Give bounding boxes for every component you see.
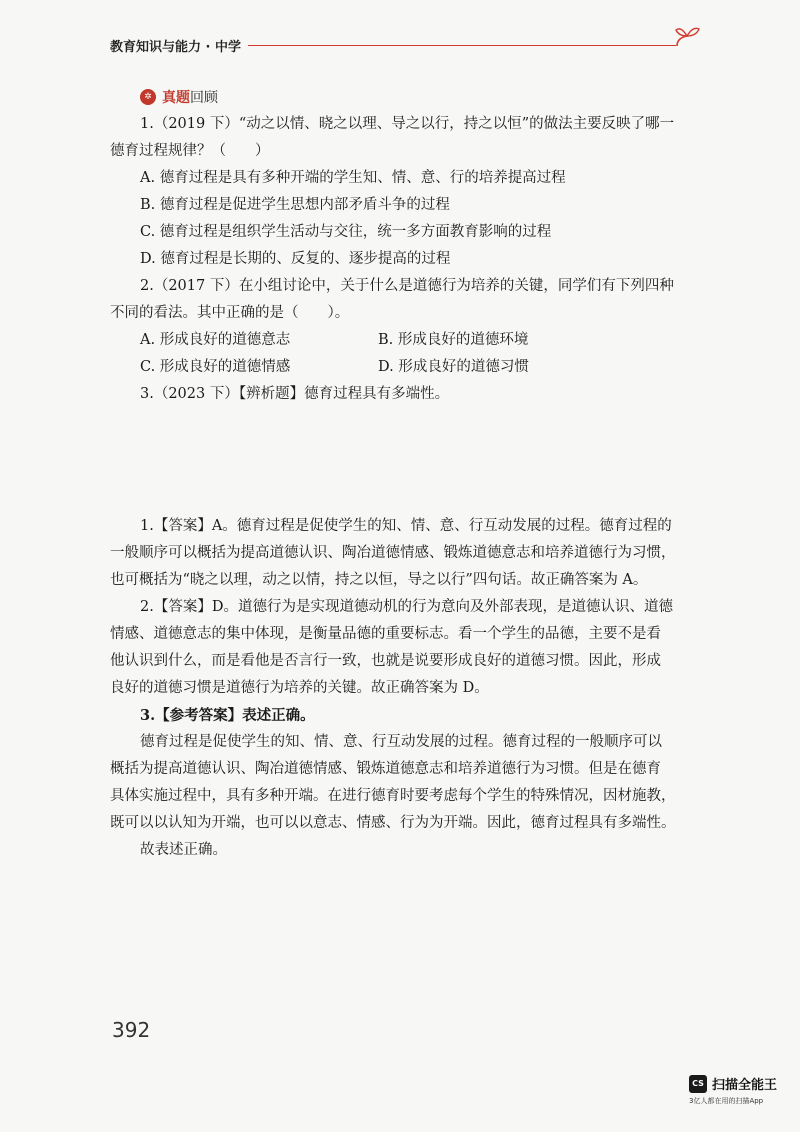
q1-option-d: D. 德育过程是长期的、反复的、逐步提高的过程 [140, 251, 451, 267]
q2-option-c: C. 形成良好的道德情感 [140, 359, 291, 375]
q2-option-d: D. 形成良好的道德习惯 [378, 359, 529, 375]
camscanner-logo-icon: CS [689, 1075, 707, 1093]
answer3-line: 故表述正确。 [140, 842, 227, 858]
q1-stem-cont: 德育过程规律？（ ） [110, 143, 270, 159]
answer2-line: 他认识到什么，而是看他是否言行一致，也就是说要形成良好的道德习惯。因此，形成 [110, 653, 661, 669]
q2-stem: 2.（2017 下）在小组讨论中，关于什么是道德行为培养的关键，同学们有下列四种 [140, 278, 674, 294]
scanner-watermark [689, 1074, 777, 1093]
q1-stem: 1.（2019 下）“动之以情、晓之以理、导之以行，持之以恒”的做法主要反映了哪一 [140, 116, 675, 132]
section-badge-icon: ✲ [140, 89, 156, 105]
watermark-subtitle: 3亿人都在用的扫描App [689, 1097, 764, 1105]
header-rule [248, 45, 676, 46]
q1-option-c: C. 德育过程是组织学生活动与交往，统一多方面教育影响的过程 [140, 224, 552, 240]
page-number: 392 [112, 1018, 151, 1042]
questions-block [110, 111, 710, 408]
answer1-line: 也可概括为“晓之以理，动之以情，持之以恒，导之以行”四句话。故正确答案为 A。 [110, 572, 648, 588]
watermark-name: 扫描全能王 [712, 1078, 778, 1093]
answer2-line: 情感、道德意志的集中体现，是衡量品德的重要标志。看一个学生的品德，主要不是看 [110, 626, 661, 642]
answer3-heading: 3.【参考答案】表述正确。 [140, 707, 315, 724]
answer1-line: 1.【答案】A。德育过程是促使学生的知、情、意、行互动发展的过程。德育过程的 [140, 518, 672, 534]
answer1-line: 一般顺序可以概括为提高道德认识、陶冶道德情感、锻炼道德意志和培养道德行为习惯， [110, 545, 676, 561]
answer3-line: 既可以以认知为开端，也可以以意志、情感、行为为开端。因此，德育过程具有多端性。 [110, 815, 676, 831]
q2-stem-cont: 不同的看法。其中正确的是（ ）。 [110, 305, 350, 321]
answers-block [110, 513, 710, 864]
answer2-line: 良好的道德习惯是道德行为培养的关键。故正确答案为 D。 [110, 680, 489, 696]
running-header: 教育知识与能力 · 中学 [110, 40, 241, 55]
section-heading: ✲ 真题 回顾 [140, 87, 218, 107]
q2-options-row2 [110, 354, 710, 381]
q1-option-b: B. 德育过程是促进学生思想内部矛盾斗争的过程 [140, 197, 450, 213]
sprout-icon [673, 24, 701, 48]
q2-options-row1 [110, 327, 710, 354]
answer2-line: 2.【答案】D。道德行为是实现道德动机的行为意向及外部表现，是道德认识、道德 [140, 599, 673, 615]
q2-option-a: A. 形成良好的道德意志 [140, 332, 291, 348]
q3-stem: 3.（2023 下）【辨析题】德育过程具有多端性。 [140, 386, 450, 402]
q2-option-b: B. 形成良好的道德环境 [378, 332, 529, 348]
answer3-line: 具体实施过程中，具有多种开端。在进行德育时要考虑每个学生的特殊情况，因材施教， [110, 788, 676, 804]
answer3-line: 德育过程是促使学生的知、情、意、行互动发展的过程。德育过程的一般顺序可以 [140, 734, 662, 750]
q1-option-a: A. 德育过程是具有多种开端的学生知、情、意、行的培养提高过程 [140, 170, 566, 186]
answer3-line: 概括为提高道德认识、陶冶道德情感、锻炼道德意志和培养道德行为习惯。但是在德育 [110, 761, 661, 777]
